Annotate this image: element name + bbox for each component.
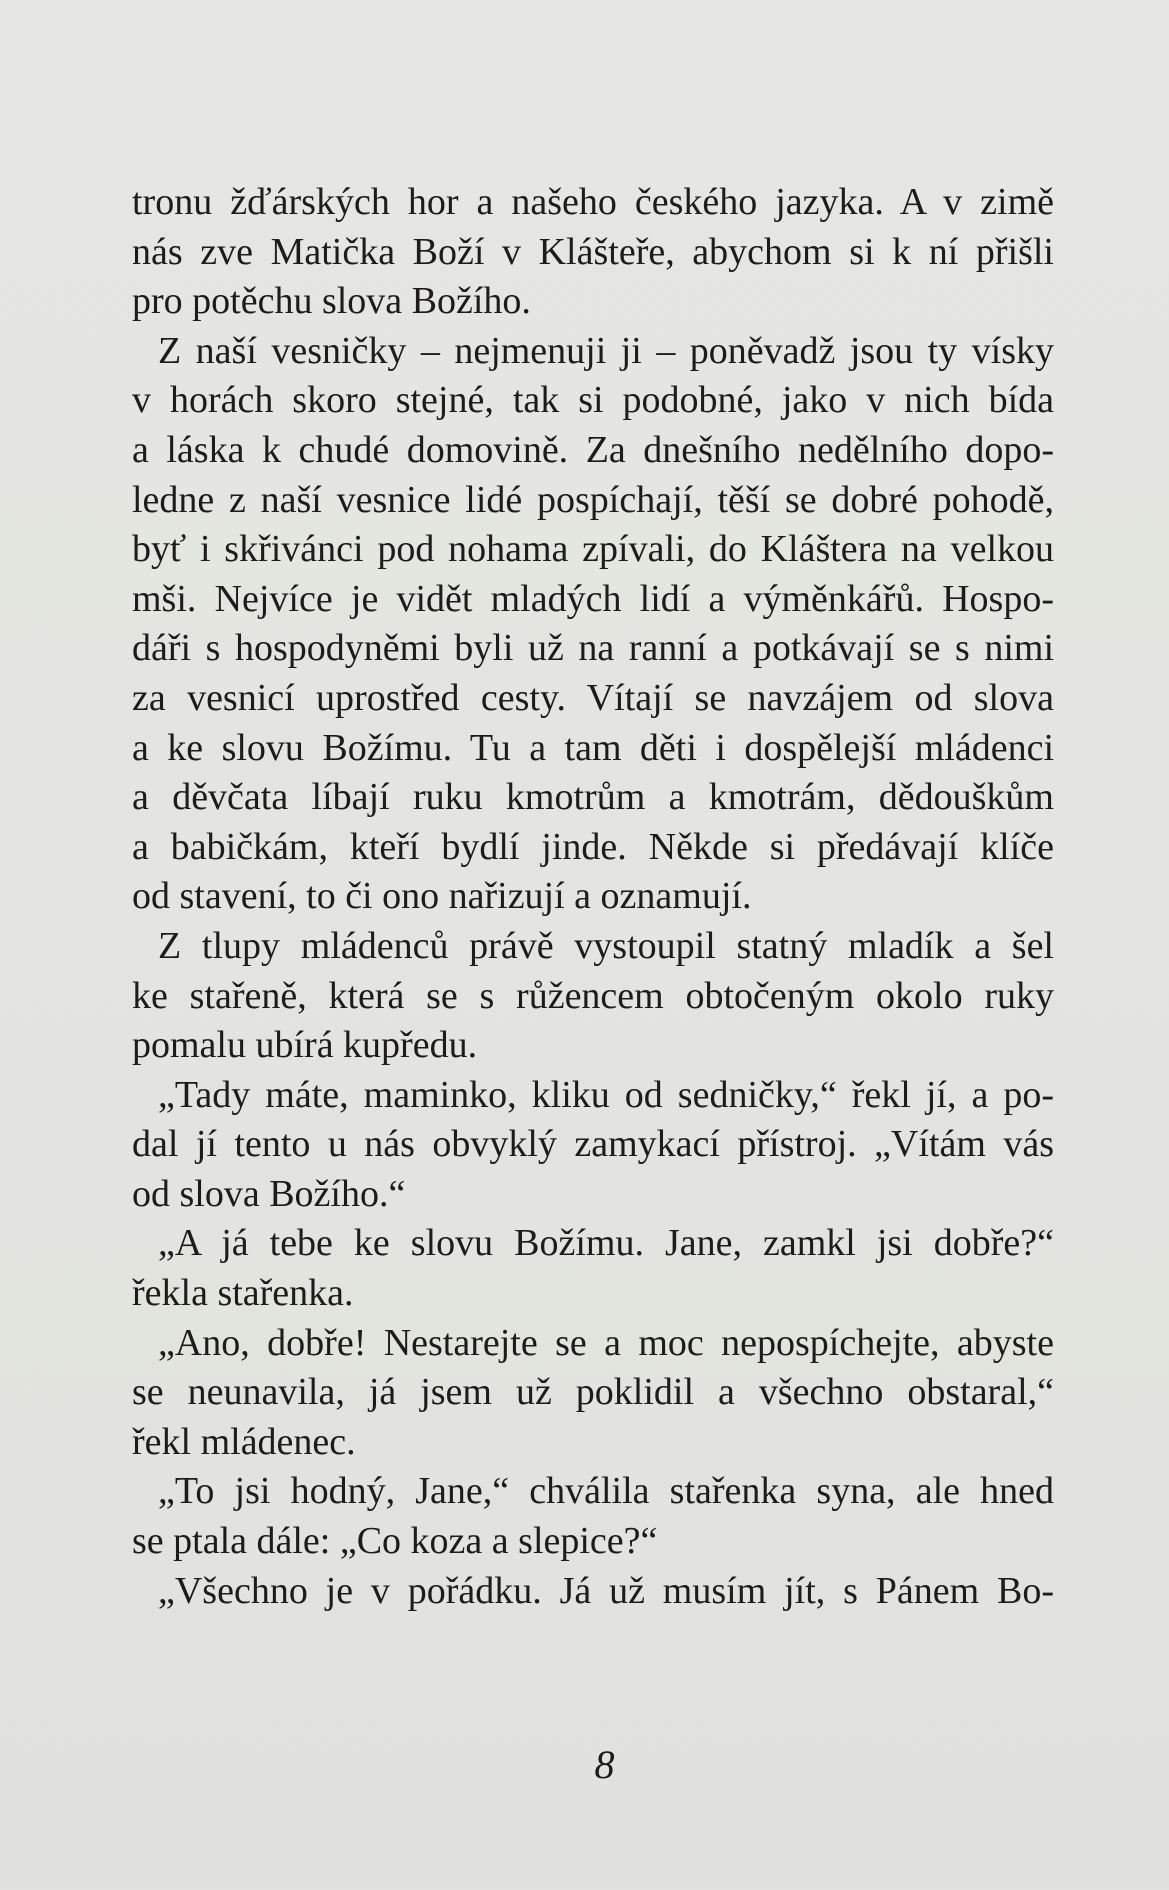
body-text <box>132 178 1054 1616</box>
text-line: „A já tebe ke slovu Božímu. Jane, zamkl jsi dobře?“ <box>158 1222 1054 1265</box>
text-line: „Všechno je v pořádku. Já už musím jít, s Pánem Bo- <box>158 1569 1054 1612</box>
text-line: pro potěchu slova Božího. <box>132 280 531 323</box>
text-line: a ke slovu Božímu. Tu a tam děti i dospělejší mládenci <box>132 726 1054 769</box>
text-line: řekl mládenec. <box>132 1420 356 1463</box>
text-line: nás zve Matička Boží v Klášteře, abychom si k ní přišli <box>132 230 1054 273</box>
text-line: řekla stařenka. <box>132 1272 354 1315</box>
text-line: „Ano, dobře! Nestarejte se a moc nepospíchejte, abyste <box>158 1321 1054 1364</box>
page-number: 8 <box>594 1742 615 1787</box>
text-line: se ptala dále: „Co koza a slepice?“ <box>132 1520 658 1563</box>
text-line: v horách skoro stejné, tak si podobné, jako v nich bída <box>132 379 1054 422</box>
text-line: pomalu ubírá kupředu. <box>132 1024 478 1067</box>
text-line: ledne z naší vesnice lidé pospíchají, těší se dobré pohodě, <box>132 478 1054 521</box>
text-line: „Tady máte, maminko, kliku od sedničky,“ řekl jí, a po- <box>158 1073 1054 1116</box>
text-line: tronu žďárských hor a našeho českého jazyka. A v zimě <box>132 181 1054 223</box>
text-line: mši. Nejvíce je vidět mladých lidí a výměnkářů. Hospo- <box>132 577 1054 620</box>
text-line: a babičkám, kteří bydlí jinde. Někde si předávají klíče <box>132 825 1054 868</box>
text-line: byť i skřivánci pod nohama zpívali, do Kláštera na velkou <box>132 528 1054 571</box>
text-line: ke stařeně, která se s růžencem obtočeným okolo ruky <box>132 974 1054 1017</box>
text-line: a děvčata líbají ruku kmotrům a kmotrám, dědouškům <box>132 776 1054 819</box>
text-line: dáři s hospodyněmi byli už na ranní a potkávají se s nimi <box>132 627 1054 670</box>
text-line: dal jí tento u nás obvyklý zamykací přístroj. „Vítám vás <box>132 1123 1054 1166</box>
text-line: a láska k chudé domovině. Za dnešního nedělního dopo- <box>132 428 1054 471</box>
text-line: „To jsi hodný, Jane,“ chválila stařenka syna, ale hned <box>158 1470 1054 1513</box>
text-line: se neunavila, já jsem už poklidil a všechno obstaral,“ <box>132 1371 1054 1414</box>
text-line: Z naší vesničky – nejmenuji ji – poněvadž jsou ty vísky <box>158 329 1054 372</box>
text-line: od stavení, to či ono nařizují a oznamují. <box>132 875 752 918</box>
text-line: za vesnicí uprostřed cesty. Vítají se navzájem od slova <box>132 676 1054 719</box>
text-line: Z tlupy mládenců právě vystoupil statný mladík a šel <box>158 924 1054 967</box>
text-line: od slova Božího.“ <box>132 1172 406 1215</box>
